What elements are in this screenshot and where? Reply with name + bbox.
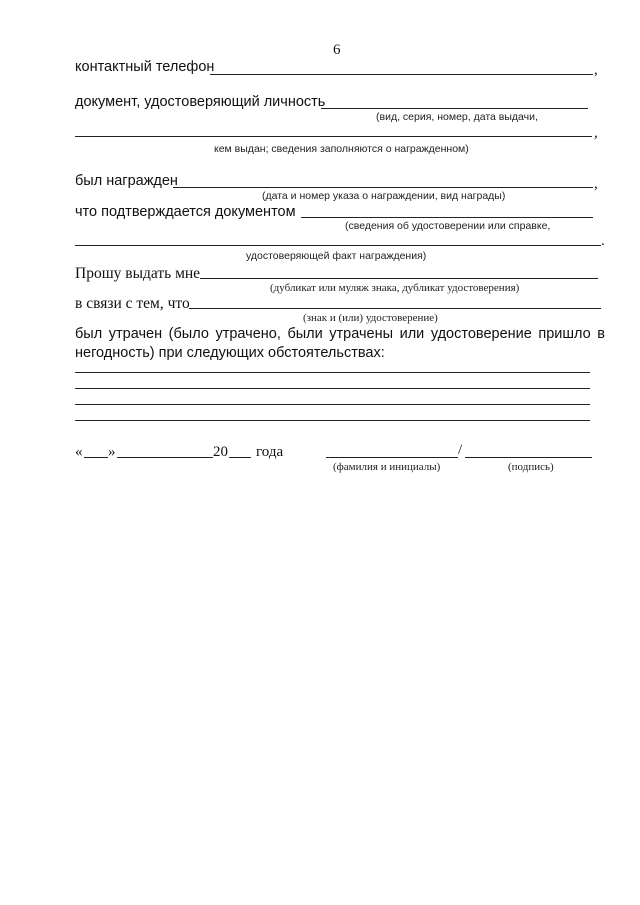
signature-field[interactable]: [465, 457, 592, 458]
full-name-hint: (фамилия и инициалы): [333, 461, 441, 473]
date-day-field[interactable]: [84, 457, 108, 458]
full-name-field[interactable]: [326, 457, 458, 458]
request-label: Прошу выдать мне: [75, 265, 201, 282]
confirmed-label: что подтверждается документом: [75, 204, 296, 220]
awarded-label: был награжден: [75, 173, 178, 189]
confirmed-field-2[interactable]: [75, 245, 601, 246]
circumstances-line-2[interactable]: [75, 388, 590, 389]
confirmed-period: .: [601, 233, 605, 249]
confirmed-hint-2: удостоверяющей факт награждения): [246, 250, 427, 262]
id-document-field-2[interactable]: [75, 136, 592, 137]
phone-label: контактный телефон: [75, 59, 215, 75]
circumstances-line-4[interactable]: [75, 420, 590, 421]
awarded-comma: ,: [594, 176, 598, 192]
lost-circumstances-text: был утрачен (было утрачено, были утрачены или удостоверение пришло в негодность) при следующих обстоятельствах:: [75, 326, 605, 361]
signature-hint: (подпись): [508, 461, 554, 473]
id-document-hint-2: кем выдан; сведения заполняются о награжденном): [214, 143, 469, 155]
id-document-field[interactable]: [321, 108, 588, 109]
date-year-field[interactable]: [229, 457, 251, 458]
signature-slash: /: [458, 442, 463, 458]
reason-field[interactable]: [189, 308, 601, 309]
date-year-prefix: 20: [213, 444, 228, 460]
date-month-field[interactable]: [117, 457, 213, 458]
request-field[interactable]: [200, 278, 598, 279]
id-document-label: документ, удостоверяющий личность: [75, 94, 326, 110]
id-document-comma: ,: [594, 125, 598, 141]
request-hint: (дубликат или муляж знака, дубликат удостоверения): [270, 282, 520, 294]
date-quote-close: »: [108, 444, 116, 460]
circumstances-line-1[interactable]: [75, 372, 590, 373]
id-document-hint-1: (вид, серия, номер, дата выдачи,: [376, 111, 538, 123]
date-quote-open: «: [75, 444, 83, 460]
phone-comma: ,: [594, 62, 598, 78]
awarded-hint: (дата и номер указа о награждении, вид награды): [262, 190, 506, 202]
reason-label: в связи с тем, что: [75, 295, 190, 312]
page-number: 6: [333, 42, 341, 58]
circumstances-line-3[interactable]: [75, 404, 590, 405]
reason-hint: (знак и (или) удостоверение): [303, 312, 438, 324]
phone-field[interactable]: [210, 74, 593, 75]
confirmed-hint-1: (сведения об удостоверении или справке,: [345, 220, 551, 232]
date-year-suffix: года: [256, 444, 284, 460]
awarded-field[interactable]: [173, 187, 593, 188]
confirmed-field[interactable]: [301, 217, 593, 218]
